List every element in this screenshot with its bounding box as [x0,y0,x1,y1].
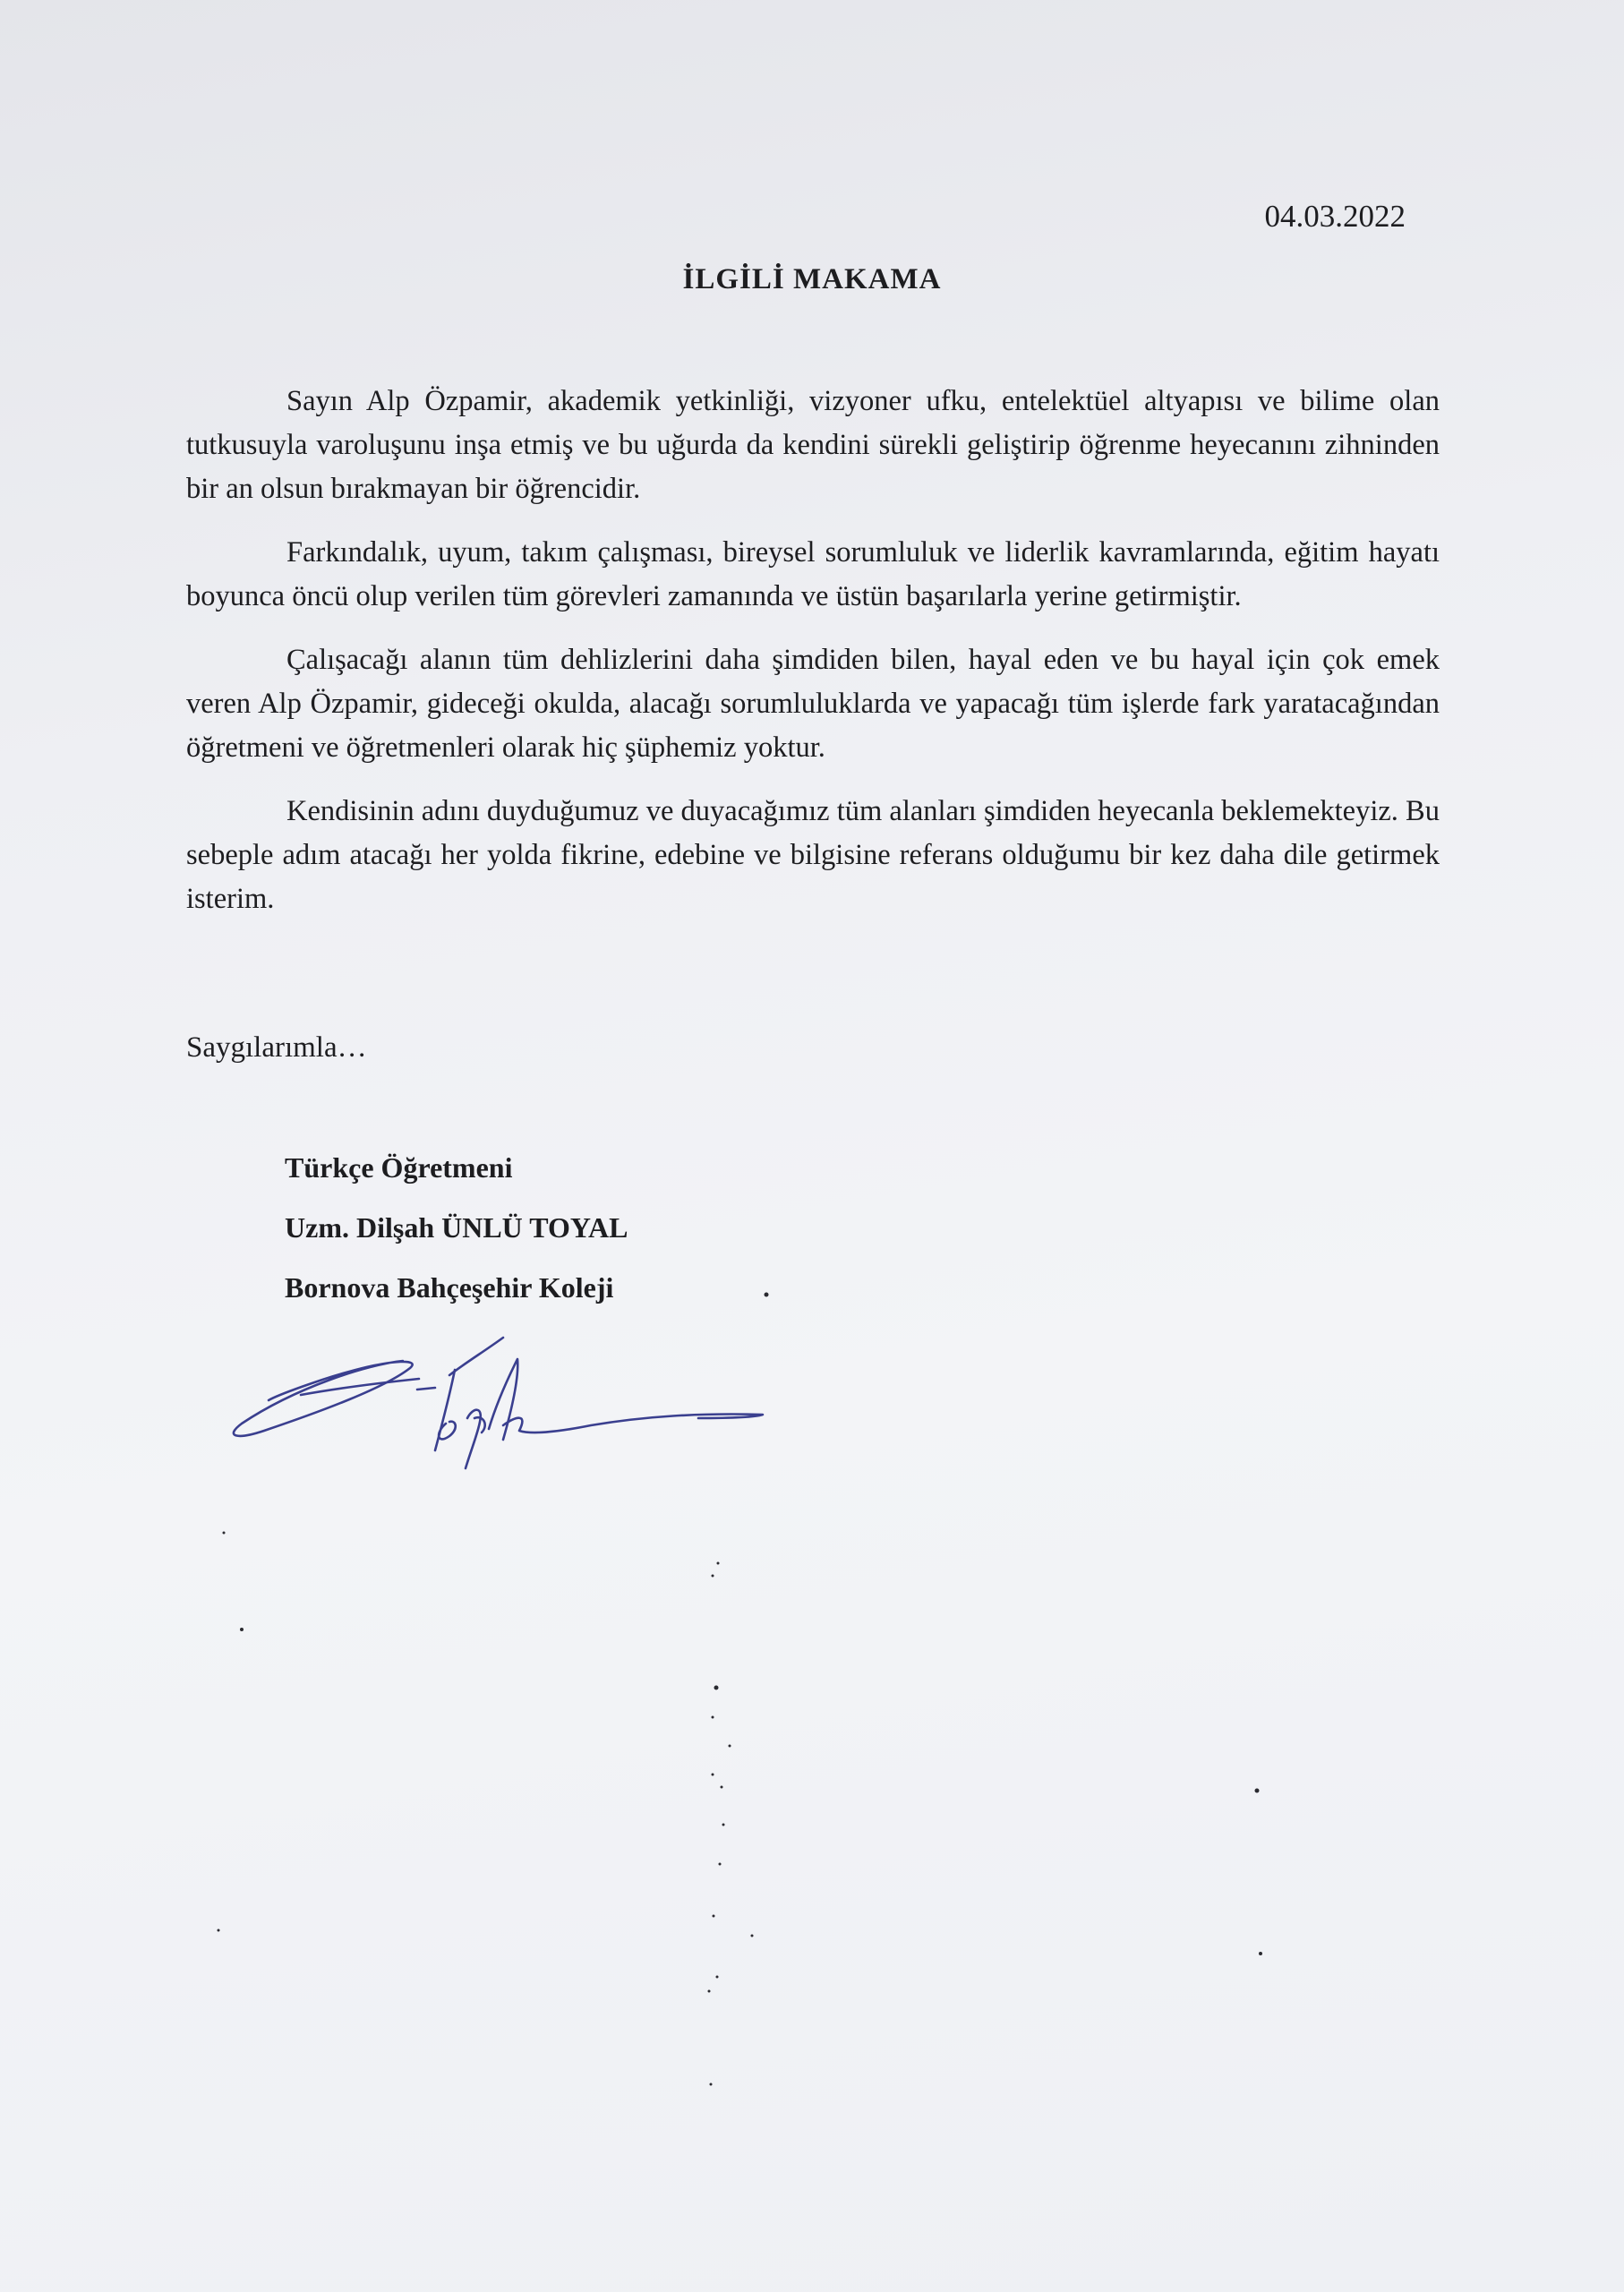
letter-paragraph: Çalışacağı alanın tüm dehlizlerini daha şimdiden bilen, hayal eden ve bu hayal için çok emek veren Alp Özpamir, gideceği okulda, alacağı sorumluluklarda ve yapacağı tüm işlerde fark yaratacağından öğretmeni ve öğretmenleri olarak hiç şüphemiz yoktur. [186,644,1440,764]
signatory-institution: Bornova Bahçeşehir Koleji [285,1271,614,1304]
letter-paragraph: Sayın Alp Özpamir, akademik yetkinliği, vizyoner ufku, entelektüel altyapısı ve bilime olan tutkusuyla varoluşunu inşa etmiş ve bu uğurda da kendini sürekli geliştirip öğrenme heyecanını zihninden bir an olsun bırakmayan bir öğrencidir. [186,385,1440,505]
signatory-block [285,1146,628,1326]
letter-body [186,380,1440,941]
handwritten-signature-icon [215,1325,788,1486]
letter-heading: İLGİLİ MAKAMA [682,263,942,295]
letter-closing: Saygılarımla… [186,1031,367,1064]
signatory-name: Uzm. Dilşah ÜNLÜ TOYAL [285,1211,628,1244]
letter-paragraph: Farkındalık, uyum, takım çalışması, bireysel sorumluluk ve liderlik kavramlarında, eğitim hayatı boyunca öncü olup verilen tüm görevleri zamanında ve üstün başarılarla yerine getirmiştir. [186,536,1440,612]
letter-paragraph: Kendisinin adını duyduğumuz ve duyacağımız tüm alanları şimdiden heyecanla beklemekteyiz. Bu sebeple adım atacağı her yolda fikrine, edebine ve bilgisine referans olduğumu bir kez daha dile getirmek isterim. [186,795,1440,915]
signatory-role: Türkçe Öğretmeni [285,1151,513,1184]
letter-date: 04.03.2022 [1264,199,1406,234]
